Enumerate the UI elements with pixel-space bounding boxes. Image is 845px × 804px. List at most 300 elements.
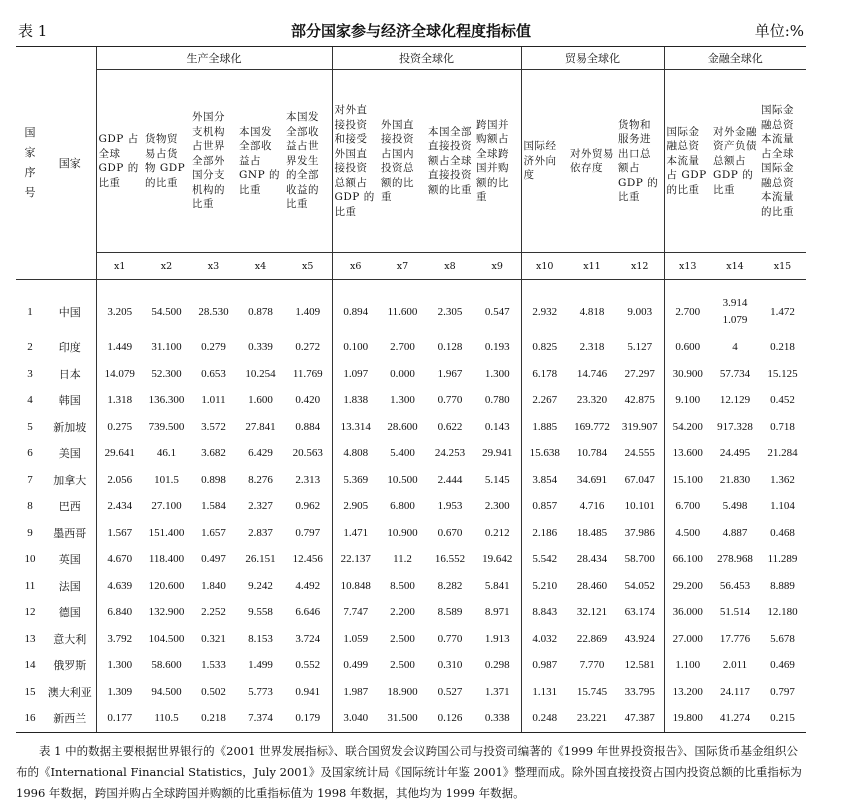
cell-x15: 8.889: [770, 579, 795, 592]
cell-x7: 11.600: [387, 306, 418, 318]
cell-x13: 13.600: [664, 440, 711, 467]
column-header-x7: 外国直接投资占国内投资总额的比重: [379, 70, 426, 253]
cell-x14: 12.129: [719, 394, 751, 407]
row-country: 俄罗斯: [44, 652, 96, 679]
cell-x9: 29.941: [482, 447, 513, 460]
cell-x8: 2.444: [437, 473, 463, 486]
cell-x4: 1.600: [248, 394, 273, 407]
cell-x2: 54.500: [151, 306, 182, 318]
cell-x7: 5.400: [390, 447, 415, 460]
cell-x13: 54.200: [664, 414, 711, 441]
cell-x8: 0.770: [437, 394, 463, 407]
variable-code: x12: [616, 253, 664, 280]
cell-x9: 5.145: [484, 473, 510, 486]
table-note: 表 1 中的数据主要根据世界银行的《2001 世界发展指标》、联合国贸发会议跨国公司与投资司编著的《1999 年世界投资报告》、国际货币基金组织公布的《International Financial Statistics，July 2001》及国家统计局《国际统计年鉴 2001》整理而成。除外国直接投资占国内投资总额的比重指标为 1996 年数据，跨国并购占全球跨国并购额的比重指标值为 1998 年数据，其他均为 1999 年数据。: [16, 743, 802, 800]
cell-x12: 319.907: [621, 420, 658, 433]
title-bar: [16, 18, 806, 46]
cell-x13: 9.100: [664, 387, 711, 414]
cell-x6: 10.848: [332, 573, 379, 600]
cell-x6: 1.471: [332, 520, 379, 547]
group-trade: 贸易全球化: [521, 47, 664, 70]
cell-x6: 1.097: [332, 361, 379, 388]
cell-x15: 1.104: [770, 500, 795, 513]
cell-x11: 4.818: [579, 306, 605, 318]
cell-x3: 1.657: [201, 526, 226, 539]
variable-code: x6: [332, 253, 379, 280]
cell-x6: 7.747: [332, 599, 379, 626]
cell-x14: 21.830: [719, 473, 751, 486]
cell-x4: 7.374: [237, 705, 284, 732]
cell-x9: 0.547: [484, 306, 510, 318]
cell-x15: 0.718: [770, 420, 795, 433]
cell-x1: 3.205: [107, 306, 133, 318]
cell-x2: 46.1: [156, 447, 177, 460]
cell-x10: 0.825: [521, 334, 568, 361]
cell-x14: 56.453: [719, 579, 751, 592]
row-country: 澳大利亚: [44, 679, 96, 706]
cell-x7: 31.500: [379, 705, 426, 732]
cell-x6: 0.100: [332, 334, 379, 361]
variable-code: x5: [284, 253, 332, 280]
cell-x12: 10.101: [624, 500, 655, 513]
cell-x2: 739.500: [148, 420, 185, 433]
cell-x1: 1.449: [107, 341, 133, 354]
column-header-x9: 跨国并购额占全球跨国并购额的比重: [474, 70, 521, 253]
cell-x12: 24.555: [624, 447, 655, 460]
column-header-x14: 对外金融资产负债总额占 GDP 的比重: [711, 70, 759, 253]
row-seq: 6: [27, 447, 33, 460]
cell-x4: 1.499: [248, 659, 273, 672]
cell-x12: 42.875: [624, 394, 655, 407]
cell-x11: 32.121: [576, 606, 608, 619]
table-row: [16, 652, 806, 679]
variable-code: x7: [379, 253, 426, 280]
row-country: 巴西: [44, 493, 96, 520]
cell-x7: 2.500: [390, 659, 415, 672]
cell-x9: 1.913: [484, 632, 510, 645]
cell-x7: 10.900: [387, 526, 418, 539]
cell-x3: 1.533: [201, 659, 226, 672]
cell-x4: 27.841: [245, 420, 276, 433]
cell-x15: 5.678: [770, 632, 795, 645]
cell-x12: 37.986: [624, 526, 655, 539]
table-row: [16, 387, 806, 414]
cell-x3: 0.218: [190, 705, 237, 732]
cell-x14: 24.117: [720, 685, 750, 698]
cell-x7: 2.200: [390, 606, 415, 619]
cell-x12: 43.924: [624, 632, 655, 645]
table-row: [16, 361, 806, 388]
cell-x7: 2.500: [390, 632, 415, 645]
cell-x8: 1.967: [437, 367, 463, 380]
cell-x10: 6.178: [521, 361, 568, 388]
variable-code: x3: [190, 253, 237, 280]
column-header-x4: 本国发全部收益占 GNP 的比重: [237, 70, 284, 253]
row-seq: 13: [24, 632, 36, 645]
row-seq: 5: [27, 420, 33, 433]
cell-x13: 15.100: [664, 467, 711, 494]
cell-x12: 54.052: [624, 579, 655, 592]
variable-code: x11: [568, 253, 616, 280]
cell-x7: 1.300: [390, 394, 415, 407]
cell-x1: 29.641: [104, 447, 135, 460]
variable-code: x8: [426, 253, 474, 280]
cell-x10: 1.131: [521, 679, 568, 706]
cell-x9: 0.780: [484, 394, 510, 407]
cell-x9: 1.300: [484, 367, 510, 380]
cell-x7: 2.700: [390, 341, 415, 354]
cell-x15: 0.797: [770, 685, 795, 698]
cell-x5: 0.797: [295, 526, 321, 539]
cell-x15: 1.472: [770, 306, 795, 318]
cell-x7: 10.500: [387, 473, 418, 486]
column-header-x2: 货物贸易占货物 GDP 的比重: [143, 70, 190, 253]
cell-x7: 8.500: [390, 579, 415, 592]
cell-x15: 1.362: [770, 473, 795, 486]
cell-x1: 1.309: [107, 685, 133, 698]
cell-x5: 11.769: [292, 367, 323, 380]
cell-x13: 4.500: [664, 520, 711, 547]
cell-x5: 1.409: [295, 306, 321, 318]
cell-x13: 19.800: [664, 705, 711, 732]
cell-x2: 58.600: [151, 659, 182, 672]
table-row: [16, 467, 806, 494]
cell-x14: 2.011: [722, 659, 748, 672]
country-header: 国家: [44, 47, 96, 280]
cell-x5: 0.420: [295, 394, 321, 407]
variable-code: x10: [521, 253, 568, 280]
cell-x5: 0.552: [295, 659, 321, 672]
cell-x8: 0.527: [437, 685, 463, 698]
row-seq: 1: [27, 306, 33, 318]
row-country: 印度: [44, 334, 96, 361]
cell-x15: 15.125: [767, 367, 798, 380]
row-seq: 9: [27, 526, 33, 539]
table-row: [16, 440, 806, 467]
cell-x9: 0.193: [484, 341, 510, 354]
cell-x10: 0.987: [521, 652, 568, 679]
cell-x13: 6.700: [664, 493, 711, 520]
cell-x3: 0.279: [201, 341, 226, 354]
cell-x2: 101.5: [154, 473, 179, 486]
cell-x10: 4.032: [521, 626, 568, 653]
cell-x11: 23.320: [576, 394, 608, 407]
cell-x5: 20.563: [292, 447, 323, 460]
cell-x9: 0.338: [474, 705, 521, 732]
row-country: 法国: [44, 573, 96, 600]
cell-x4: 0.878: [248, 306, 273, 318]
variable-code: x14: [711, 253, 759, 280]
cell-x13: 0.600: [664, 334, 711, 361]
cell-x12: 58.700: [624, 553, 655, 566]
cell-x14: 4: [732, 341, 738, 354]
cell-x12: 67.047: [624, 473, 655, 486]
cell-x4: 9.558: [248, 606, 273, 619]
cell-x11: 10.784: [576, 447, 608, 460]
table-container: [16, 18, 806, 804]
column-header-x10: 国际经济外向度: [521, 70, 568, 253]
cell-x6: 4.808: [332, 440, 379, 467]
cell-x10: 0.857: [521, 493, 568, 520]
table-label: 表 1: [18, 22, 48, 40]
column-header-x15: 国际金融总资本流量占全球国际金融总资本流量的比重: [759, 70, 806, 253]
cell-x15: 0.452: [770, 394, 795, 407]
cell-x11: 18.485: [576, 526, 608, 539]
cell-x3: 0.497: [201, 553, 226, 566]
cell-x12: 27.297: [624, 367, 655, 380]
table-row: [16, 520, 806, 547]
cell-x13: 30.900: [664, 361, 711, 388]
row-seq: 4: [27, 394, 33, 407]
cell-x6: 1.059: [332, 626, 379, 653]
row-country: 加拿大: [44, 467, 96, 494]
cell-x11: 14.746: [576, 367, 608, 380]
group-investment: 投资全球化: [332, 47, 521, 70]
table-row: [16, 414, 806, 441]
row-country: 新加坡: [44, 414, 96, 441]
row-seq: 3: [27, 367, 33, 380]
cell-x11: 23.221: [568, 705, 616, 732]
cell-x10: 5.542: [521, 546, 568, 573]
cell-x8: 0.126: [426, 705, 474, 732]
cell-x4: 26.151: [245, 553, 276, 566]
cell-x9: 0.298: [484, 659, 510, 672]
row-country: 日本: [44, 361, 96, 388]
cell-x3: 3.682: [201, 447, 226, 460]
cell-x15: 0.215: [759, 705, 806, 732]
cell-x1: 1.318: [107, 394, 133, 407]
group-finance: 金融全球化: [664, 47, 806, 70]
cell-x7: 6.800: [390, 500, 415, 513]
cell-x9: 19.642: [482, 553, 513, 566]
row-country: 新西兰: [44, 705, 96, 732]
cell-x15: 12.180: [767, 606, 798, 619]
table-row: [16, 546, 806, 573]
cell-x2: 27.100: [151, 500, 182, 513]
table-row: [16, 334, 806, 361]
cell-x2: 120.600: [148, 579, 185, 592]
row-seq: 14: [24, 659, 36, 672]
cell-x1: 2.434: [107, 500, 133, 513]
cell-x11: 15.745: [576, 685, 608, 698]
cell-x13: 13.200: [664, 679, 711, 706]
cell-x6: 13.314: [332, 414, 379, 441]
cell-x13: 29.200: [664, 573, 711, 600]
cell-x2: 94.500: [151, 685, 182, 698]
table-title: 部分国家参与经济全球化程度指标值: [290, 22, 531, 40]
cell-x2: 136.300: [148, 394, 185, 407]
variable-code: x9: [474, 253, 521, 280]
cell-x9: 2.300: [484, 500, 510, 513]
cell-x12: 5.127: [627, 341, 653, 354]
table-row: [16, 599, 806, 626]
cell-x10: 8.843: [521, 599, 568, 626]
table-row: [16, 626, 806, 653]
variable-code: x13: [664, 253, 711, 280]
table-row: [16, 573, 806, 600]
cell-x10: 2.932: [521, 280, 568, 335]
cell-x1: 0.177: [96, 705, 143, 732]
row-country: 美国: [44, 440, 96, 467]
cell-x14: 51.514: [719, 606, 751, 619]
cell-x9: 5.841: [484, 579, 510, 592]
table-row: [16, 679, 806, 706]
cell-x8: 0.670: [437, 526, 463, 539]
cell-x11: 34.691: [576, 473, 608, 486]
cell-x8: 1.953: [437, 500, 463, 513]
cell-x10: 2.267: [521, 387, 568, 414]
cell-x6: 0.499: [332, 652, 379, 679]
row-seq: 12: [24, 606, 36, 619]
column-header-x6: 对外直接投资和接受外国直接投资总额占 GDP 的比重: [332, 70, 379, 253]
cell-x8: 2.305: [437, 306, 463, 318]
cell-x8: 16.552: [434, 553, 466, 566]
table-row: [16, 705, 806, 732]
cell-x4: 10.254: [245, 367, 276, 380]
cell-x1: 6.840: [107, 606, 133, 619]
cell-x14: 5.498: [722, 500, 748, 513]
variable-code: x1: [96, 253, 143, 280]
cell-x11: 28.434: [576, 553, 608, 566]
cell-x1: 4.639: [107, 579, 133, 592]
cell-x6: 5.369: [332, 467, 379, 494]
cell-x12: 63.174: [624, 606, 655, 619]
cell-x6: 2.905: [332, 493, 379, 520]
cell-x4: 8.276: [248, 473, 273, 486]
seq-header-label: 国 家 序 号: [24, 126, 36, 199]
cell-x5: 12.456: [292, 553, 323, 566]
row-seq: 7: [27, 473, 33, 486]
cell-x1: 4.670: [107, 553, 133, 566]
cell-x5: 6.646: [295, 606, 321, 619]
cell-x9: 1.371: [484, 685, 510, 698]
column-header-x5: 本国发全部收益占世界发生的全部收益的比重: [284, 70, 332, 253]
column-header-x3: 外国分支机构占世界全部外国分支机构的比重: [190, 70, 237, 253]
cell-x6: 1.838: [332, 387, 379, 414]
cell-x6: 1.987: [332, 679, 379, 706]
cell-x14: 917.328: [717, 420, 753, 433]
cell-x15: 11.289: [767, 553, 798, 566]
cell-x11: 28.460: [576, 579, 608, 592]
cell-x13: 1.100: [664, 652, 711, 679]
cell-x5: 0.962: [295, 500, 321, 513]
cell-x2: 104.500: [148, 632, 185, 645]
cell-x1: 0.275: [107, 420, 133, 433]
column-header-x13: 国际金融总资本流量占 GDP 的比重: [664, 70, 711, 253]
cell-x3: 2.252: [201, 606, 226, 619]
cell-x1: 1.300: [107, 659, 133, 672]
cell-x4: 2.327: [248, 500, 273, 513]
cell-x13: 2.700: [664, 280, 711, 335]
cell-x12: 47.387: [616, 705, 664, 732]
cell-x7: 18.900: [387, 685, 418, 698]
cell-x2: 151.400: [148, 526, 185, 539]
cell-x8: 0.622: [437, 420, 463, 433]
cell-x3: 3.572: [201, 420, 226, 433]
cell-x7: 11.2: [393, 553, 412, 566]
row-country: 韩国: [44, 387, 96, 414]
cell-x10: 2.186: [521, 520, 568, 547]
variable-code: x4: [237, 253, 284, 280]
cell-x10: 5.210: [521, 573, 568, 600]
cell-x4: 0.339: [248, 341, 273, 354]
cell-x14: 4.887: [722, 526, 748, 539]
cell-x6: 22.137: [332, 546, 379, 573]
row-country: 意大利: [44, 626, 96, 653]
cell-x2: 31.100: [151, 341, 182, 354]
cell-x11: 2.318: [579, 341, 605, 354]
cell-x3: 1.011: [201, 394, 226, 407]
cell-x1: 3.792: [107, 632, 133, 645]
cell-x5: 2.313: [295, 473, 321, 486]
cell-x5: 3.724: [295, 632, 321, 645]
unit-label: 单位:%: [754, 22, 804, 40]
column-header-x11: 对外贸易依存度: [568, 70, 616, 253]
cell-x9: 8.971: [484, 606, 510, 619]
cell-x14: 17.776: [719, 632, 751, 645]
cell-x1: 2.056: [107, 473, 133, 486]
row-country: 中国: [44, 280, 96, 335]
cell-x1: 1.567: [107, 526, 133, 539]
cell-x3: 0.898: [201, 473, 226, 486]
cell-x11: 22.869: [576, 632, 608, 645]
cell-x2: 118.400: [148, 553, 185, 566]
cell-x8: 0.310: [437, 659, 463, 672]
cell-x14: 41.274: [711, 705, 759, 732]
cell-x3: 0.653: [201, 367, 226, 380]
cell-x5: 0.884: [295, 420, 321, 433]
cell-x5: 0.941: [295, 685, 321, 698]
row-country: 德国: [44, 599, 96, 626]
cell-x7: 0.000: [390, 367, 415, 380]
variable-code: x2: [143, 253, 190, 280]
cell-x9: 0.143: [484, 420, 510, 433]
indicator-table: [16, 46, 806, 733]
row-seq: 2: [27, 341, 33, 354]
cell-x4: 6.429: [248, 447, 273, 460]
cell-x8: 8.282: [437, 579, 463, 592]
cell-x3: 28.530: [198, 306, 229, 318]
variable-code: x15: [759, 253, 806, 280]
cell-x2: 110.5: [143, 705, 190, 732]
row-seq: 8: [27, 500, 33, 513]
cell-x6: 0.894: [332, 280, 379, 335]
column-header-x1: GDP 占全球 GDP 的比重: [96, 70, 143, 253]
row-seq: 10: [24, 553, 36, 566]
cell-x11: 4.716: [579, 500, 605, 513]
cell-x5: 0.179: [284, 705, 332, 732]
cell-x2: 52.300: [151, 367, 182, 380]
group-production: 生产全球化: [96, 47, 332, 70]
cell-x8: 24.253: [434, 447, 466, 460]
cell-x15: 21.284: [767, 447, 798, 460]
cell-x8: 8.589: [437, 606, 463, 619]
cell-x14: 24.495: [719, 447, 751, 460]
cell-x10: 0.248: [521, 705, 568, 732]
cell-x5: 4.492: [295, 579, 321, 592]
cell-x15: 0.218: [770, 341, 795, 354]
cell-x8: 0.770: [437, 632, 463, 645]
cell-x12: 33.795: [624, 685, 655, 698]
cell-x2: 132.900: [148, 606, 185, 619]
cell-x3: 0.321: [201, 632, 226, 645]
cell-x15: 0.468: [770, 526, 795, 539]
cell-x5: 0.272: [295, 341, 321, 354]
cell-x4: 9.242: [248, 579, 273, 592]
cell-x4: 2.837: [248, 526, 273, 539]
cell-x7: 28.600: [387, 420, 418, 433]
cell-x14: 57.734: [719, 367, 751, 380]
